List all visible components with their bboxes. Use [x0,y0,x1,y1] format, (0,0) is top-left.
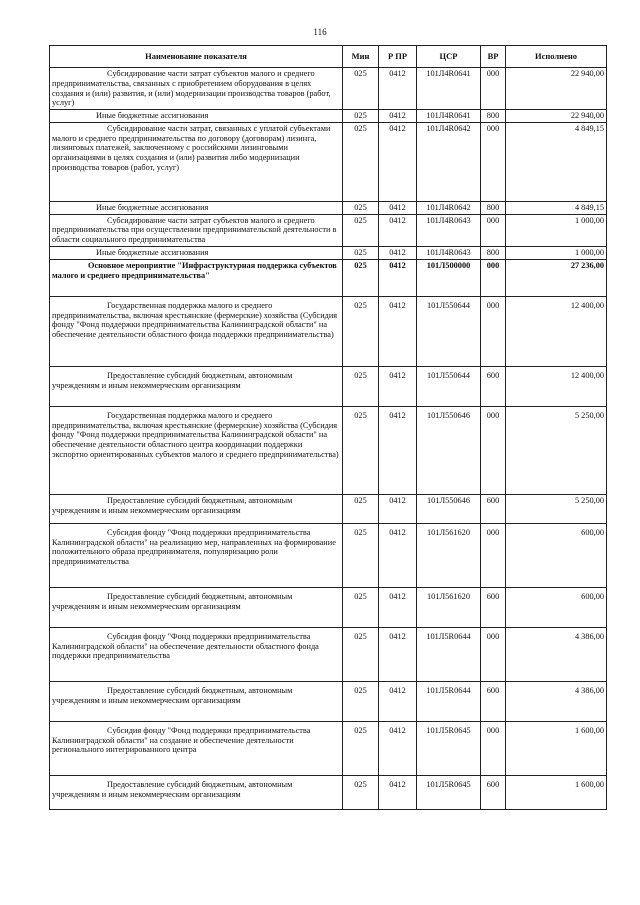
cell-done: 1 600,00 [506,721,607,775]
header-rpr: Р ПР [379,46,417,68]
cell-vr: 000 [481,296,506,366]
table-row [50,110,607,123]
header-min: Мин [343,46,379,68]
cell-name: Иные бюджетные ассигнования [50,110,343,123]
table-row [50,214,607,246]
cell-rpr: 0412 [379,681,417,721]
cell-csr: 101Л561620 [417,587,481,627]
page-number: 116 [313,27,327,37]
table-row [50,247,607,260]
cell-csr: 101Л500000 [417,259,481,296]
cell-min: 025 [343,122,379,201]
table-row [50,68,607,110]
cell-csr: 101Л5R0644 [417,627,481,681]
cell-rpr: 0412 [379,201,417,214]
table-row [50,406,607,494]
cell-min: 025 [343,201,379,214]
cell-rpr: 0412 [379,122,417,201]
cell-rpr: 0412 [379,523,417,587]
cell-min: 025 [343,627,379,681]
cell-done: 600,00 [506,587,607,627]
cell-csr: 101Л4R0641 [417,110,481,123]
cell-min: 025 [343,247,379,260]
cell-vr: 000 [481,259,506,296]
header-csr: ЦСР [417,46,481,68]
cell-name: Субсидия фонду "Фонд поддержки предпринимательства Калининградской области" на реализацию мер, направленных на формирование положительного образа предпринимателя, популяризацию роли предпринимательства [50,523,343,587]
cell-min: 025 [343,366,379,406]
cell-name: Государственная поддержка малого и среднего предпринимательства, включая крестьянские (фермерские) хозяйства (Субсидия фонду "Фонд поддержки предпринимательства Калининградской области" на обеспечение деятельности областного фонда поддержки предпринимательства) [50,296,343,366]
report-table [49,45,607,810]
table-row [50,681,607,721]
cell-min: 025 [343,775,379,809]
table-row [50,523,607,587]
table-row [50,587,607,627]
cell-vr: 000 [481,406,506,494]
cell-name: Субсидирование части затрат субъектов малого и среднего предпринимательства, связанных с приобретением оборудования в целях создания и (или) развития, и (или) модернизации производства товаров (работ, услуг) [50,68,343,110]
table-row [50,721,607,775]
cell-name: Государственная поддержка малого и среднего предпринимательства, включая крестьянские (фермерские) хозяйства (Субсидия фонду "Фонд поддержки предпринимательства Калининградской области" на обеспечение деятельности областного центра координации поддержки экспортно ориентированных субъектов малого и среднего предпринимательства) [50,406,343,494]
cell-min: 025 [343,523,379,587]
cell-min: 025 [343,214,379,246]
table-row [50,201,607,214]
cell-done: 5 250,00 [506,494,607,523]
cell-vr: 600 [481,366,506,406]
cell-min: 025 [343,721,379,775]
cell-min: 025 [343,494,379,523]
cell-name: Предоставление субсидий бюджетным, автономным учреждениям и иным некоммерческим организациям [50,587,343,627]
cell-done: 4 386,00 [506,681,607,721]
cell-csr: 101Л550644 [417,366,481,406]
cell-csr: 101Л5R0644 [417,681,481,721]
table-row [50,494,607,523]
cell-csr: 101Л4R0643 [417,247,481,260]
cell-csr: 101Л561620 [417,523,481,587]
cell-rpr: 0412 [379,214,417,246]
cell-done: 22 940,00 [506,110,607,123]
cell-vr: 600 [481,587,506,627]
table-row [50,775,607,809]
cell-csr: 101Л5R0645 [417,775,481,809]
cell-rpr: 0412 [379,366,417,406]
header-vr: ВР [481,46,506,68]
table-row [50,627,607,681]
cell-done: 4 386,00 [506,627,607,681]
cell-vr: 000 [481,214,506,246]
cell-min: 025 [343,681,379,721]
cell-rpr: 0412 [379,247,417,260]
cell-vr: 000 [481,627,506,681]
cell-min: 025 [343,68,379,110]
cell-name: Субсидия фонду "Фонд поддержки предпринимательства Калининградской области" на создание и обеспечение деятельности регионального интегрированного центра [50,721,343,775]
cell-name: Основное мероприятие "Инфраструктурная поддержка субъектов малого и среднего предпринимательства" [50,259,343,296]
cell-vr: 600 [481,775,506,809]
header-name: Наименование показателя [50,46,343,68]
cell-csr: 101Л550646 [417,406,481,494]
cell-vr: 000 [481,523,506,587]
cell-name: Предоставление субсидий бюджетным, автономным учреждениям и иным некоммерческим организациям [50,681,343,721]
cell-done: 5 250,00 [506,406,607,494]
cell-min: 025 [343,406,379,494]
cell-rpr: 0412 [379,587,417,627]
cell-done: 12 400,00 [506,296,607,366]
cell-csr: 101Л550646 [417,494,481,523]
cell-rpr: 0412 [379,259,417,296]
cell-csr: 101Л4R0642 [417,201,481,214]
cell-name: Субсидия фонду "Фонд поддержки предпринимательства Калининградской области" на обеспечение деятельности областного фонда поддержки предпринимательства [50,627,343,681]
cell-rpr: 0412 [379,627,417,681]
table-row [50,259,607,296]
table-row [50,296,607,366]
cell-rpr: 0412 [379,68,417,110]
cell-done: 1 000,00 [506,247,607,260]
cell-done: 4 849,15 [506,122,607,201]
cell-vr: 000 [481,68,506,110]
cell-name: Предоставление субсидий бюджетным, автономным учреждениям и иным некоммерческим организациям [50,775,343,809]
header-done: Исполнено [506,46,607,68]
cell-name: Предоставление субсидий бюджетным, автономным учреждениям и иным некоммерческим организациям [50,494,343,523]
cell-csr: 101Л550644 [417,296,481,366]
cell-name: Иные бюджетные ассигнования [50,247,343,260]
cell-done: 12 400,00 [506,366,607,406]
cell-vr: 800 [481,201,506,214]
cell-csr: 101Л5R0645 [417,721,481,775]
cell-vr: 800 [481,110,506,123]
cell-vr: 600 [481,681,506,721]
cell-name: Иные бюджетные ассигнования [50,201,343,214]
cell-min: 025 [343,259,379,296]
table-row [50,122,607,201]
cell-rpr: 0412 [379,494,417,523]
cell-done: 27 236,00 [506,259,607,296]
cell-min: 025 [343,587,379,627]
cell-rpr: 0412 [379,110,417,123]
cell-rpr: 0412 [379,775,417,809]
cell-vr: 800 [481,247,506,260]
cell-min: 025 [343,110,379,123]
cell-csr: 101Л4R0642 [417,122,481,201]
cell-rpr: 0412 [379,721,417,775]
table-row [50,366,607,406]
cell-vr: 000 [481,122,506,201]
cell-csr: 101Л4R0641 [417,68,481,110]
cell-done: 600,00 [506,523,607,587]
cell-done: 22 940,00 [506,68,607,110]
cell-rpr: 0412 [379,296,417,366]
cell-min: 025 [343,296,379,366]
cell-vr: 600 [481,494,506,523]
cell-name: Субсидирование части затрат субъектов малого и среднего предпринимательства при осуществлении предпринимательской деятельности в области социального предпринимательства [50,214,343,246]
cell-done: 4 849,15 [506,201,607,214]
cell-done: 1 000,00 [506,214,607,246]
cell-vr: 000 [481,721,506,775]
cell-csr: 101Л4R0643 [417,214,481,246]
cell-done: 1 600,00 [506,775,607,809]
cell-name: Предоставление субсидий бюджетным, автономным учреждениям и иным некоммерческим организациям [50,366,343,406]
table-header-row [50,46,607,68]
cell-rpr: 0412 [379,406,417,494]
cell-name: Субсидирование части затрат, связанных с уплатой субъектами малого и среднего предпринимательства по договору (договорам) лизинга, лизинговых платежей, заключенному с российскими лизинговыми организациями в целях создания и (или) развития либо модернизации производства товаров (работ, услуг) [50,122,343,201]
